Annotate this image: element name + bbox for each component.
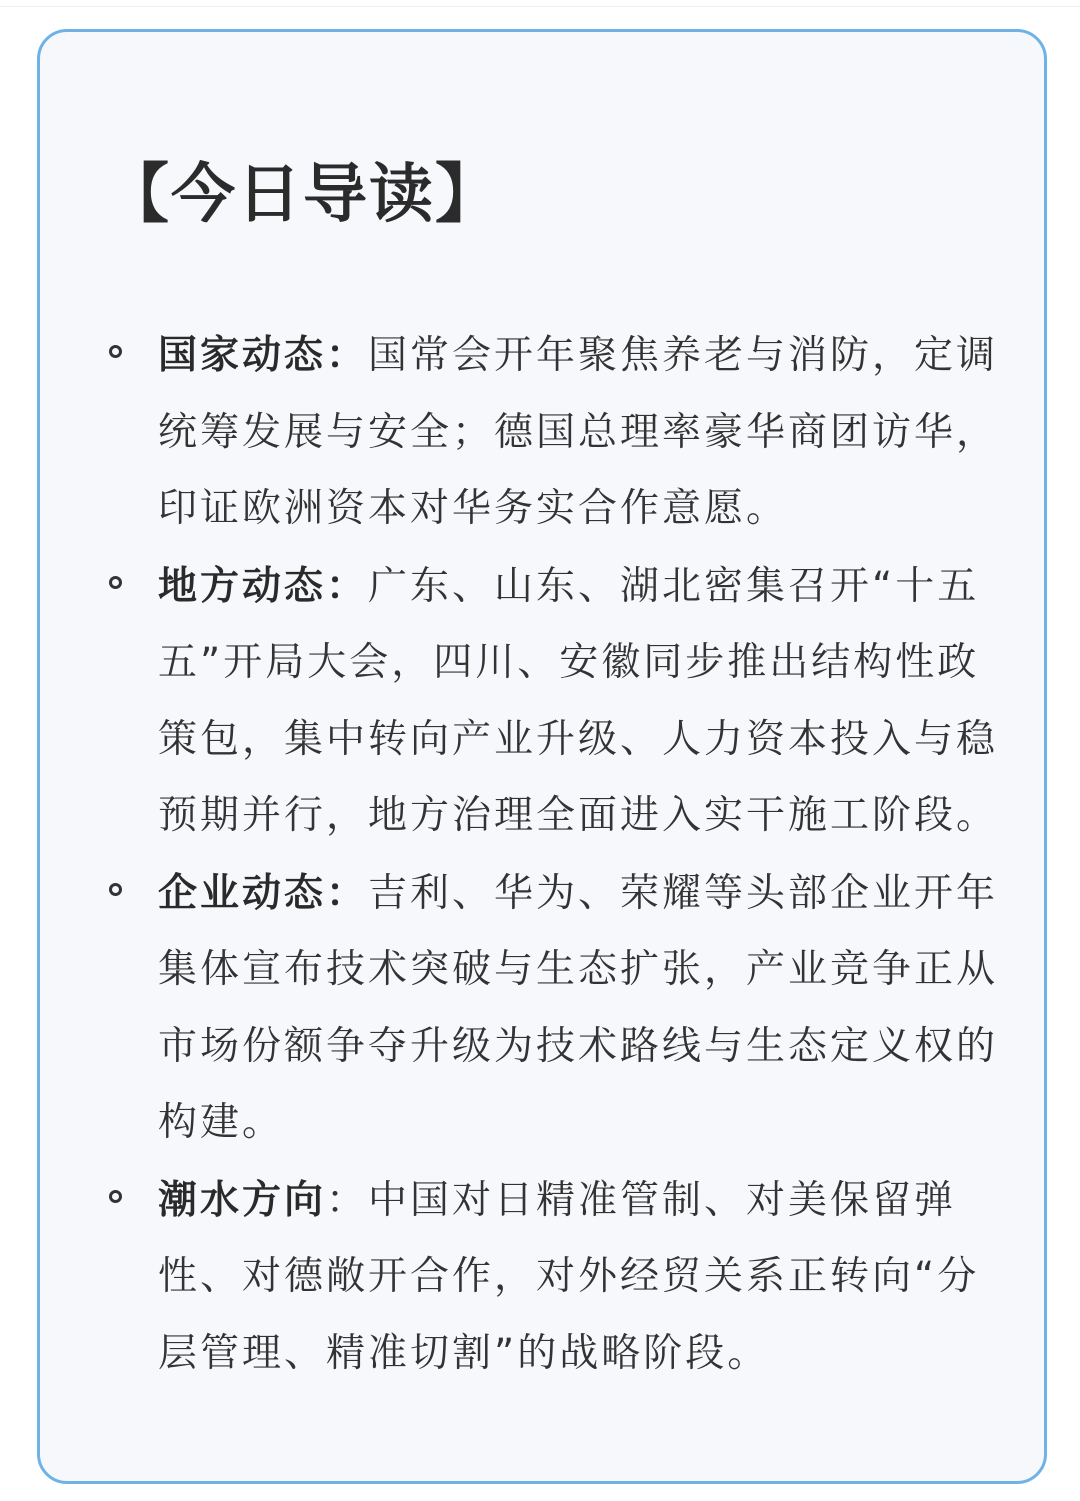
- circle-bullet-icon: [109, 1190, 122, 1203]
- list-item-label: 地方动态：: [158, 563, 369, 609]
- page-title: 【今日导读】: [105, 158, 501, 232]
- list-item-body: 国常会开年聚焦养老与消防，定调统筹发展与安全；德国总理率豪华商团访华，印证欧洲资本对华务实合作意愿。: [158, 333, 999, 531]
- list-item-text: [158, 318, 1018, 548]
- list-item-body: ：中国对日精准管制、对美保留弹性、对德敞开合作，对外经贸关系正转向“分层管理、精准切割”的战略阶段。: [158, 1177, 980, 1376]
- list-item-text: [158, 549, 1018, 855]
- list-item: [0, 549, 1080, 855]
- list-item: [0, 856, 1080, 1162]
- list-item-label: 国家动态：: [158, 333, 369, 378]
- circle-bullet-icon: [109, 345, 122, 358]
- list-item-label: 企业动态：: [158, 870, 369, 916]
- list-item: [0, 1163, 1080, 1393]
- circle-bullet-icon: [109, 883, 122, 896]
- top-divider: [0, 6, 1080, 7]
- list-item-text: [158, 1163, 1018, 1393]
- list-item-body: 吉利、华为、荣耀等头部企业开年集体宣布技术突破与生态扩张，产业竞争正从市场份额争夺升级为技术路线与生态定义权的构建。: [158, 870, 999, 1145]
- list-item-body: 广东、山东、湖北密集召开“十五五”开局大会，四川、安徽同步推出结构性政策包，集中转向产业升级、人力资本投入与稳预期并行，地方治理全面进入实干施工阶段。: [158, 563, 999, 838]
- list-item-text: [158, 856, 1018, 1162]
- news-list: [0, 318, 1080, 1393]
- circle-bullet-icon: [109, 576, 122, 589]
- list-item-label: 潮水方向: [158, 1177, 327, 1223]
- list-item: [0, 318, 1080, 548]
